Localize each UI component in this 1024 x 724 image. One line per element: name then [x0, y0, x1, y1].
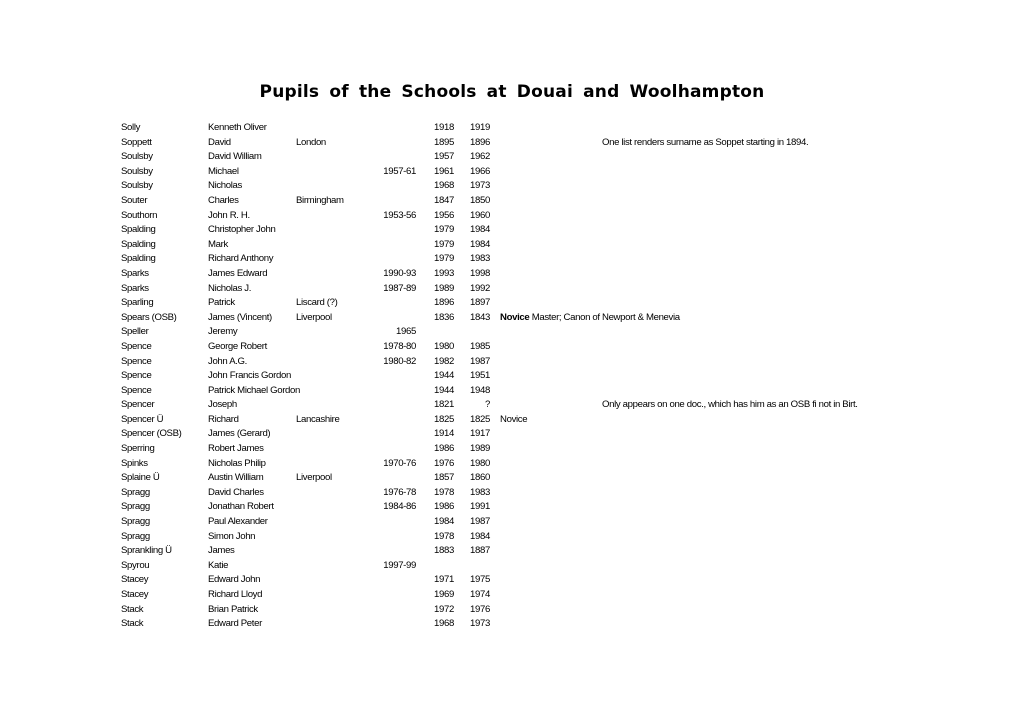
start-year-cell: 1968: [434, 180, 454, 192]
end-year-cell: 1992: [470, 282, 490, 294]
note-text: Novice: [500, 413, 528, 425]
end-year-cell: 1983: [470, 253, 490, 265]
table-row: [0, 121, 1024, 136]
start-year-cell: 1976: [434, 457, 454, 469]
end-year-cell: 1973: [470, 618, 490, 630]
end-year-cell: 1843: [470, 311, 490, 323]
start-year-cell: 1986: [434, 501, 454, 513]
table-row: [0, 223, 1024, 238]
table-row: [0, 603, 1024, 618]
first-name-cell: Jeremy: [208, 326, 238, 338]
end-year-cell: 1984: [470, 530, 490, 542]
start-year-cell: 1993: [434, 267, 454, 279]
table-row: [0, 340, 1024, 355]
note-bold-text: Novice: [500, 311, 530, 323]
surname-cell: Soulsby: [121, 151, 153, 163]
start-year-cell: 1944: [434, 384, 454, 396]
surname-cell: Soppett: [121, 136, 152, 148]
page-title: Pupils of the Schools at Douai and Woolhampton: [259, 82, 765, 102]
table-row: [0, 296, 1024, 311]
first-name-cell: Paul Alexander: [208, 516, 268, 528]
first-name-cell: Patrick: [208, 297, 235, 309]
surname-cell: Sparks: [121, 267, 149, 279]
start-year-cell: 1918: [434, 122, 454, 133]
end-year-cell: 1984: [470, 224, 490, 236]
start-year-cell: 1857: [434, 472, 454, 484]
first-name-cell: George Robert: [208, 340, 267, 352]
table-row: [0, 282, 1024, 297]
prep-years-cell: 1987-89: [383, 282, 416, 294]
surname-cell: Stacey: [121, 574, 149, 586]
end-year-cell: 1825: [470, 413, 490, 425]
start-year-cell: 1984: [434, 516, 454, 528]
surname-cell: Spence: [121, 340, 152, 352]
end-year-cell: 1897: [470, 297, 490, 309]
first-name-cell: Nicholas Philip: [208, 457, 266, 469]
end-year-cell: 1948: [470, 384, 490, 396]
surname-cell: Sparks: [121, 282, 149, 294]
end-year-cell: 1962: [470, 151, 490, 163]
start-year-cell: 1978: [434, 486, 454, 498]
table-row: [0, 267, 1024, 282]
end-year-cell: 1975: [470, 574, 490, 586]
surname-cell: Sparling: [121, 297, 154, 309]
surname-cell: Spragg: [121, 516, 150, 528]
end-year-cell: 1974: [470, 589, 490, 600]
first-name-cell: Jonathan Robert: [208, 501, 274, 513]
start-year-cell: 1986: [434, 443, 454, 455]
table-row: [0, 150, 1024, 165]
end-year-cell: 1976: [470, 603, 490, 615]
prep-years-cell: 1978-80: [383, 340, 416, 352]
place-cell: Liscard (?): [296, 297, 338, 309]
table-row: [0, 515, 1024, 530]
start-year-cell: 1972: [434, 603, 454, 615]
surname-cell: Spragg: [121, 486, 150, 498]
first-name-cell: John A.G.: [208, 355, 247, 367]
surname-cell: Stacey: [121, 589, 149, 600]
prep-years-cell: 1984-86: [383, 501, 416, 513]
surname-cell: Spencer: [121, 399, 155, 411]
end-year-cell: 1860: [470, 472, 490, 484]
table-row: [0, 209, 1024, 224]
end-year-cell: 1998: [470, 267, 490, 279]
prep-years-cell: 1980-82: [383, 355, 416, 367]
first-name-cell: Mark: [208, 238, 228, 250]
table-row: [0, 559, 1024, 574]
note-cell: [500, 413, 527, 428]
start-year-cell: 1956: [434, 209, 454, 221]
end-year-cell: 1973: [470, 180, 490, 192]
start-year-cell: 1825: [434, 413, 454, 425]
start-year-cell: 1896: [434, 297, 454, 309]
surname-cell: Spragg: [121, 530, 150, 542]
first-name-cell: James Edward: [208, 267, 268, 279]
table-row: [0, 471, 1024, 486]
table-row: [0, 325, 1024, 340]
end-year-cell: 1951: [470, 370, 490, 382]
prep-years-cell: 1976-78: [383, 486, 416, 498]
first-name-cell: David Charles: [208, 486, 264, 498]
start-year-cell: 1883: [434, 545, 454, 557]
surname-cell: Spyrou: [121, 559, 150, 571]
first-name-cell: David William: [208, 151, 262, 163]
start-year-cell: 1836: [434, 311, 454, 323]
table-row: [0, 238, 1024, 253]
first-name-cell: Kenneth Oliver: [208, 122, 267, 133]
first-name-cell: Simon John: [208, 530, 256, 542]
pupil-list: [0, 121, 1024, 632]
surname-cell: Splaine Ü: [121, 472, 160, 484]
start-year-cell: 1847: [434, 194, 454, 206]
end-year-cell: 1983: [470, 486, 490, 498]
prep-years-cell: 1997-99: [383, 559, 416, 571]
start-year-cell: 1979: [434, 253, 454, 265]
start-year-cell: 1982: [434, 355, 454, 367]
end-year-cell: ?: [485, 399, 490, 411]
start-year-cell: 1821: [434, 399, 454, 411]
table-row: [0, 355, 1024, 370]
surname-cell: Souter: [121, 194, 148, 206]
surname-cell: Spence: [121, 355, 152, 367]
surname-cell: Speller: [121, 326, 149, 338]
first-name-cell: Brian Patrick: [208, 603, 258, 615]
table-row: [0, 165, 1024, 180]
table-row: [0, 457, 1024, 472]
end-year-cell: 1960: [470, 209, 490, 221]
end-year-cell: 1987: [470, 355, 490, 367]
surname-cell: Stack: [121, 603, 144, 615]
end-year-cell: 1985: [470, 340, 490, 352]
start-year-cell: 1944: [434, 370, 454, 382]
table-row: [0, 573, 1024, 588]
surname-cell: Spence: [121, 370, 152, 382]
surname-cell: Soulsby: [121, 165, 153, 177]
first-name-cell: Patrick Michael Gordon: [208, 384, 301, 396]
table-row: [0, 369, 1024, 384]
end-year-cell: 1887: [470, 545, 490, 557]
place-cell: Birmingham: [296, 194, 344, 206]
end-year-cell: 1966: [470, 165, 490, 177]
first-name-cell: Edward John: [208, 574, 261, 586]
start-year-cell: 1968: [434, 618, 454, 630]
surname-cell: Spence: [121, 384, 152, 396]
end-year-cell: 1984: [470, 238, 490, 250]
surname-cell: Spragg: [121, 501, 150, 513]
start-year-cell: 1961: [434, 165, 454, 177]
first-name-cell: Richard Anthony: [208, 253, 274, 265]
first-name-cell: Christopher John: [208, 224, 276, 236]
first-name-cell: Nicholas: [208, 180, 242, 192]
table-row: [0, 486, 1024, 501]
surname-cell: Sprankling Ü: [121, 545, 172, 557]
table-row: [0, 500, 1024, 515]
place-cell: Liverpool: [296, 472, 332, 484]
surname-cell: Spinks: [121, 457, 148, 469]
table-row: [0, 384, 1024, 399]
end-year-cell: 1850: [470, 194, 490, 206]
table-row: [0, 413, 1024, 428]
place-cell: Lancashire: [296, 413, 340, 425]
start-year-cell: 1969: [434, 589, 454, 600]
place-cell: Liverpool: [296, 311, 332, 323]
surname-cell: Spalding: [121, 224, 156, 236]
start-year-cell: 1895: [434, 136, 454, 148]
first-name-cell: Robert James: [208, 443, 264, 455]
surname-cell: Spencer Ü: [121, 413, 164, 425]
start-year-cell: 1980: [434, 340, 454, 352]
prep-years-cell: 1953-56: [383, 209, 416, 221]
table-row: [0, 442, 1024, 457]
surname-cell: Spalding: [121, 253, 156, 265]
table-row: [0, 588, 1024, 603]
table-row: [0, 179, 1024, 194]
table-row: [0, 252, 1024, 267]
start-year-cell: 1979: [434, 238, 454, 250]
prep-years-cell: 1990-93: [383, 267, 416, 279]
surname-cell: Spencer (OSB): [121, 428, 182, 440]
end-year-cell: 1919: [470, 122, 490, 133]
table-row: [0, 194, 1024, 209]
table-row: [0, 427, 1024, 442]
start-year-cell: 1971: [434, 574, 454, 586]
first-name-cell: James (Vincent): [208, 311, 272, 323]
surname-cell: Spalding: [121, 238, 156, 250]
first-name-cell: John R. H.: [208, 209, 250, 221]
surname-cell: Soulsby: [121, 180, 153, 192]
prep-years-cell: 1957-61: [383, 165, 416, 177]
start-year-cell: 1978: [434, 530, 454, 542]
surname-cell: Sperring: [121, 443, 155, 455]
prep-years-cell: 1970-76: [383, 457, 416, 469]
first-name-cell: Edward Peter: [208, 618, 262, 630]
table-row: [0, 398, 1024, 413]
start-year-cell: 1957: [434, 151, 454, 163]
first-name-cell: Michael: [208, 165, 239, 177]
remark-cell: One list renders surname as Soppet starting in 1894.: [602, 136, 809, 148]
start-year-cell: 1914: [434, 428, 454, 440]
table-row: [0, 136, 1024, 151]
end-year-cell: 1989: [470, 443, 490, 455]
table-row: [0, 544, 1024, 559]
first-name-cell: Charles: [208, 194, 239, 206]
prep-years-cell: 1965: [396, 326, 416, 338]
note-cell: [500, 311, 680, 326]
table-row: [0, 311, 1024, 326]
first-name-cell: James (Gerard): [208, 428, 271, 440]
first-name-cell: James: [208, 545, 235, 557]
end-year-cell: 1987: [470, 516, 490, 528]
first-name-cell: David: [208, 136, 231, 148]
first-name-cell: Austin William: [208, 472, 264, 484]
first-name-cell: Joseph: [208, 399, 237, 411]
surname-cell: Spears (OSB): [121, 311, 177, 323]
first-name-cell: Nicholas J.: [208, 282, 252, 294]
first-name-cell: John Francis Gordon: [208, 370, 291, 382]
end-year-cell: 1991: [470, 501, 490, 513]
place-cell: London: [296, 136, 326, 148]
start-year-cell: 1989: [434, 282, 454, 294]
end-year-cell: 1980: [470, 457, 490, 469]
surname-cell: Southorn: [121, 209, 158, 221]
surname-cell: Solly: [121, 122, 141, 133]
surname-cell: Stack: [121, 618, 144, 630]
note-text: Master; Canon of Newport & Menevia: [529, 311, 680, 323]
table-row: [0, 617, 1024, 632]
first-name-cell: Richard Lloyd: [208, 589, 263, 600]
table-row: [0, 530, 1024, 545]
end-year-cell: 1896: [470, 136, 490, 148]
end-year-cell: 1917: [470, 428, 490, 440]
start-year-cell: 1979: [434, 224, 454, 236]
first-name-cell: Richard: [208, 413, 239, 425]
remark-cell: Only appears on one doc., which has him as an OSB fi not in Birt.: [602, 399, 858, 411]
first-name-cell: Katie: [208, 559, 229, 571]
